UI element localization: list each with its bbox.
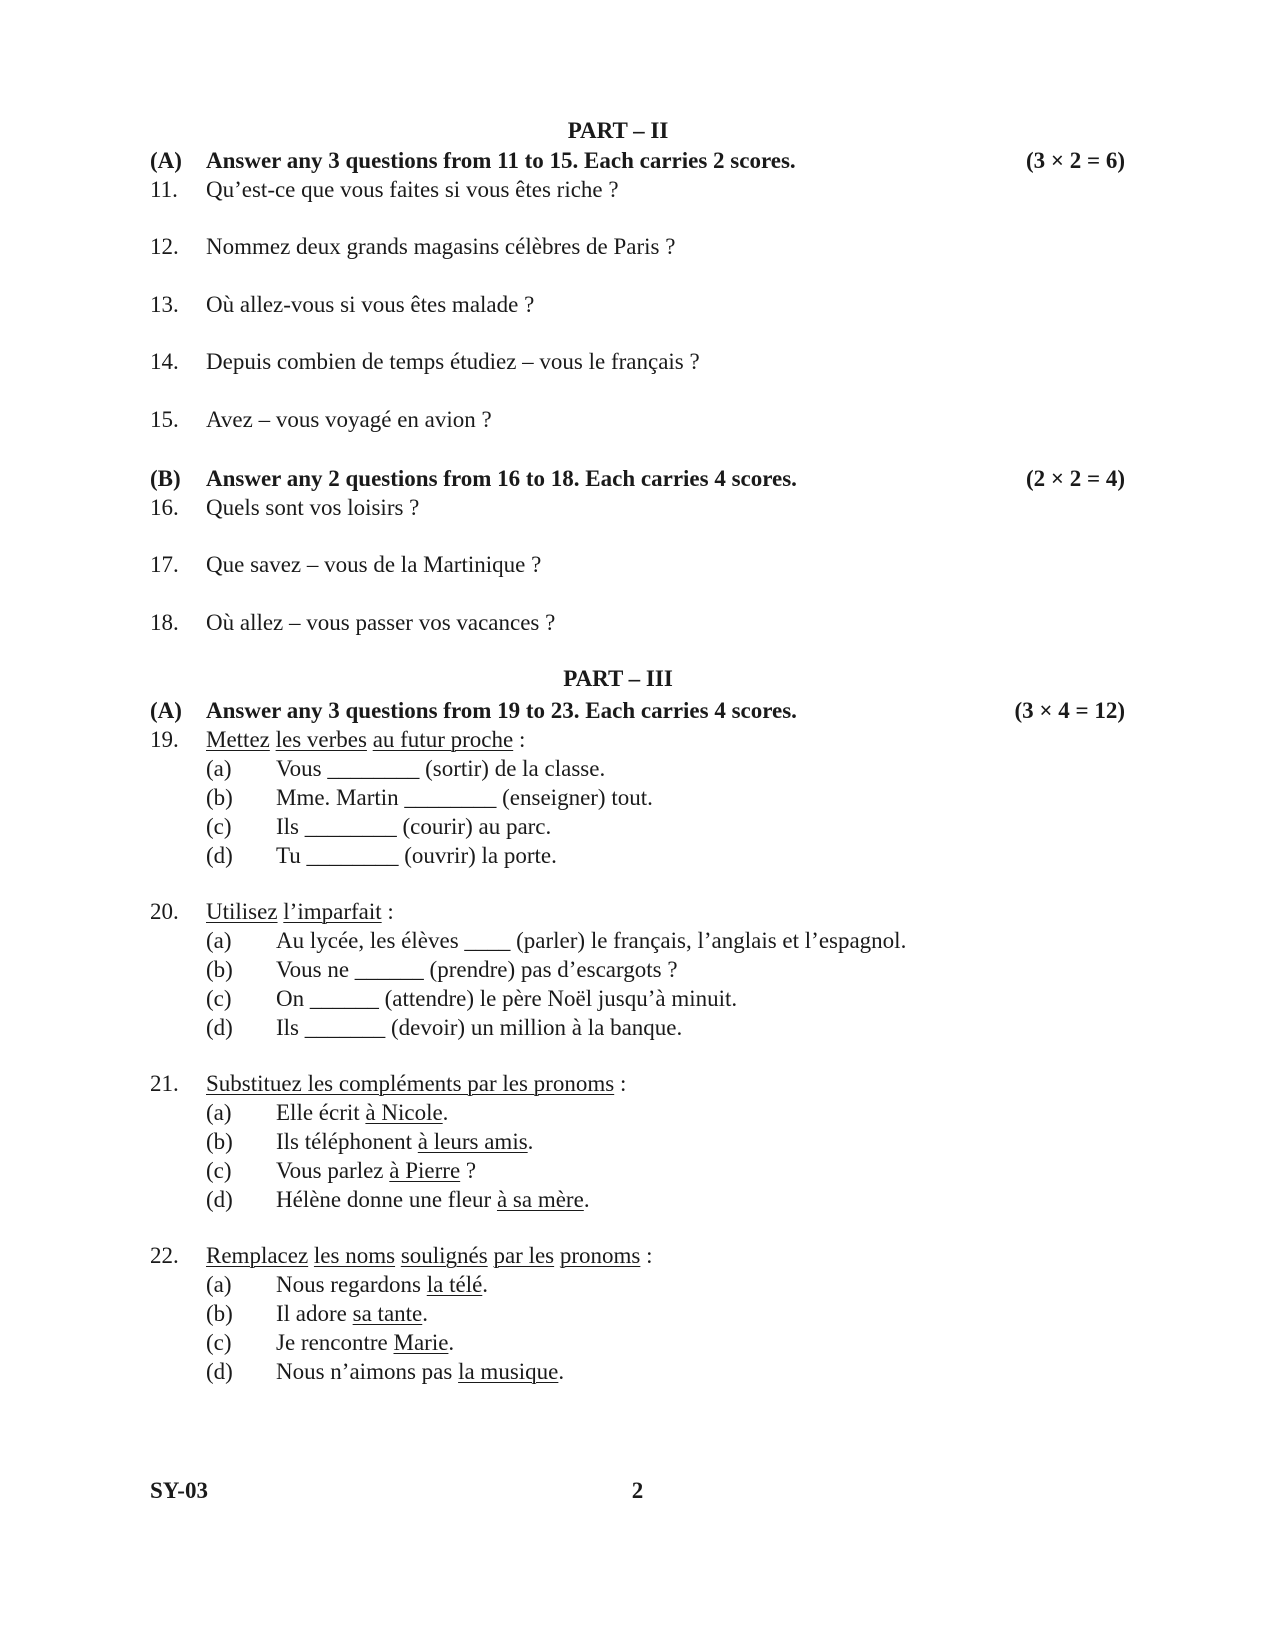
item-text: Je rencontre Marie. — [276, 1330, 455, 1355]
underlined-word: l’imparfait — [283, 899, 382, 924]
question-text: Nommez deux grands magasins célèbres de Paris ? — [206, 234, 676, 259]
item-text: Elle écrit à Nicole. — [276, 1100, 449, 1125]
section-instruction: Answer any 2 questions from 16 to 18. Each carries 4 scores. — [206, 466, 797, 491]
item-text: Au lycée, les élèves ____ (parler) le français, l’anglais et l’espagnol. — [276, 928, 907, 953]
underlined-phrase: à Pierre — [389, 1158, 461, 1183]
question-20-item-c — [0, 984, 1275, 1014]
item-text: Vous ne ______ (prendre) pas d’escargots ? — [276, 957, 678, 982]
question-instruction — [206, 1069, 626, 1099]
item-text: Hélène donne une fleur à sa mère. — [276, 1187, 590, 1212]
item-label: (d) — [206, 1359, 233, 1384]
question-number: 15. — [150, 407, 179, 432]
question-text: Qu’est-ce que vous faites si vous êtes riche ? — [206, 177, 619, 202]
underlined-word: Remplacez — [206, 1243, 309, 1268]
question-number: 22. — [150, 1243, 179, 1268]
section-score: (3 × 2 = 6) — [1025, 148, 1125, 173]
question-19 — [0, 725, 1275, 755]
underlined-word: pronoms — [559, 1243, 641, 1268]
underlined-phrase: la musique — [458, 1359, 559, 1384]
item-label: (d) — [206, 1187, 233, 1212]
question-19-item-b — [0, 783, 1275, 813]
question-20-item-b — [0, 955, 1275, 985]
question-text: Où allez-vous si vous êtes malade ? — [206, 292, 535, 317]
item-label: (c) — [206, 814, 232, 839]
underlined-instruction: Substituez les compléments par les pronoms — [206, 1071, 615, 1096]
question-20-item-a — [0, 926, 1275, 956]
question-19-item-c — [0, 812, 1275, 842]
question-22-item-c — [0, 1328, 1275, 1358]
item-label: (b) — [206, 957, 233, 982]
item-label: (d) — [206, 843, 233, 868]
question-21 — [0, 1069, 1275, 1099]
question-number: 21. — [150, 1071, 179, 1096]
question-21-item-b — [0, 1127, 1275, 1157]
question-11 — [0, 175, 1275, 205]
question-22 — [0, 1241, 1275, 1271]
item-text: Mme. Martin ________ (enseigner) tout. — [276, 785, 653, 810]
underlined-phrase: à Nicole — [365, 1100, 443, 1125]
section-3a-header — [0, 696, 1275, 726]
question-instruction — [206, 1241, 653, 1271]
section-2a-header — [0, 146, 1275, 176]
item-text: Ils _______ (devoir) un million à la banque. — [276, 1015, 683, 1040]
question-22-item-b — [0, 1299, 1275, 1329]
underlined-word: par les — [493, 1243, 555, 1268]
item-label: (c) — [206, 1330, 232, 1355]
part-2-title: PART – II — [567, 118, 669, 143]
question-14 — [0, 347, 1275, 377]
instruction-colon: : — [640, 1243, 653, 1268]
question-number: 14. — [150, 349, 179, 374]
page-number: 2 — [631, 1478, 644, 1503]
item-text: Ils téléphonent à leurs amis. — [276, 1129, 534, 1154]
question-21-item-c — [0, 1156, 1275, 1186]
item-text: Il adore sa tante. — [276, 1301, 428, 1326]
question-12 — [0, 232, 1275, 262]
question-text: Depuis combien de temps étudiez – vous le français ? — [206, 349, 700, 374]
section-score: (3 × 4 = 12) — [1014, 698, 1125, 723]
question-21-item-d — [0, 1185, 1275, 1215]
question-13 — [0, 290, 1275, 320]
item-label: (c) — [206, 986, 232, 1011]
question-number: 17. — [150, 552, 179, 577]
item-label: (a) — [206, 1272, 232, 1297]
underlined-phrase: à leurs amis — [417, 1129, 528, 1154]
underlined-phrase: à sa mère — [496, 1187, 584, 1212]
underlined-word: les noms — [313, 1243, 396, 1268]
question-22-item-a — [0, 1270, 1275, 1300]
underlined-phrase: Marie — [393, 1330, 449, 1355]
item-text: Vous parlez à Pierre ? — [276, 1158, 477, 1183]
question-18 — [0, 608, 1275, 638]
question-text: Avez – vous voyagé en avion ? — [206, 407, 492, 432]
question-instruction — [206, 897, 394, 927]
question-number: 12. — [150, 234, 179, 259]
question-15 — [0, 405, 1275, 435]
instruction-colon: : — [381, 899, 394, 924]
section-instruction: Answer any 3 questions from 19 to 23. Each carries 4 scores. — [206, 698, 797, 723]
question-19-item-d — [0, 841, 1275, 871]
question-20-item-d — [0, 1013, 1275, 1043]
item-label: (b) — [206, 785, 233, 810]
question-22-item-d — [0, 1357, 1275, 1387]
question-text: Que savez – vous de la Martinique ? — [206, 552, 542, 577]
item-label: (a) — [206, 928, 232, 953]
section-instruction: Answer any 3 questions from 11 to 15. Each carries 2 scores. — [206, 148, 796, 173]
item-text: Ils ________ (courir) au parc. — [276, 814, 552, 839]
section-score: (2 × 2 = 4) — [1025, 466, 1125, 491]
underlined-word: Mettez — [206, 727, 270, 752]
item-text: Nous n’aimons pas la musique. — [276, 1359, 565, 1384]
item-text: Vous ________ (sortir) de la classe. — [276, 756, 606, 781]
instruction-colon: : — [513, 727, 526, 752]
question-number: 16. — [150, 495, 179, 520]
section-label: (A) — [150, 148, 182, 173]
question-21-item-a — [0, 1098, 1275, 1128]
section-label: (A) — [150, 698, 182, 723]
question-16 — [0, 493, 1275, 523]
instruction-colon: : — [614, 1071, 627, 1096]
section-label: (B) — [150, 466, 181, 491]
item-text: On ______ (attendre) le père Noël jusqu’à minuit. — [276, 986, 738, 1011]
item-label: (a) — [206, 1100, 232, 1125]
underlined-word: au futur proche — [372, 727, 514, 752]
part-3-title: PART – III — [563, 666, 673, 691]
section-2b-header — [0, 464, 1275, 494]
underlined-word: les verbes — [275, 727, 367, 752]
item-label: (c) — [206, 1158, 232, 1183]
question-20 — [0, 897, 1275, 927]
question-instruction — [206, 725, 525, 755]
paper-code: SY-03 — [150, 1478, 208, 1503]
question-text: Où allez – vous passer vos vacances ? — [206, 610, 556, 635]
item-label: (d) — [206, 1015, 233, 1040]
item-label: (b) — [206, 1301, 233, 1326]
question-number: 18. — [150, 610, 179, 635]
underlined-word: Utilisez — [206, 899, 278, 924]
question-17 — [0, 550, 1275, 580]
question-number: 19. — [150, 727, 179, 752]
item-label: (b) — [206, 1129, 233, 1154]
item-text: Nous regardons la télé. — [276, 1272, 489, 1297]
question-number: 20. — [150, 899, 179, 924]
question-text: Quels sont vos loisirs ? — [206, 495, 420, 520]
underlined-word: soulignés — [400, 1243, 488, 1268]
question-19-item-a — [0, 754, 1275, 784]
item-label: (a) — [206, 756, 232, 781]
question-number: 11. — [150, 177, 178, 202]
underlined-phrase: la télé — [426, 1272, 483, 1297]
item-text: Tu ________ (ouvrir) la porte. — [276, 843, 557, 868]
underlined-phrase: sa tante — [352, 1301, 423, 1326]
question-number: 13. — [150, 292, 179, 317]
